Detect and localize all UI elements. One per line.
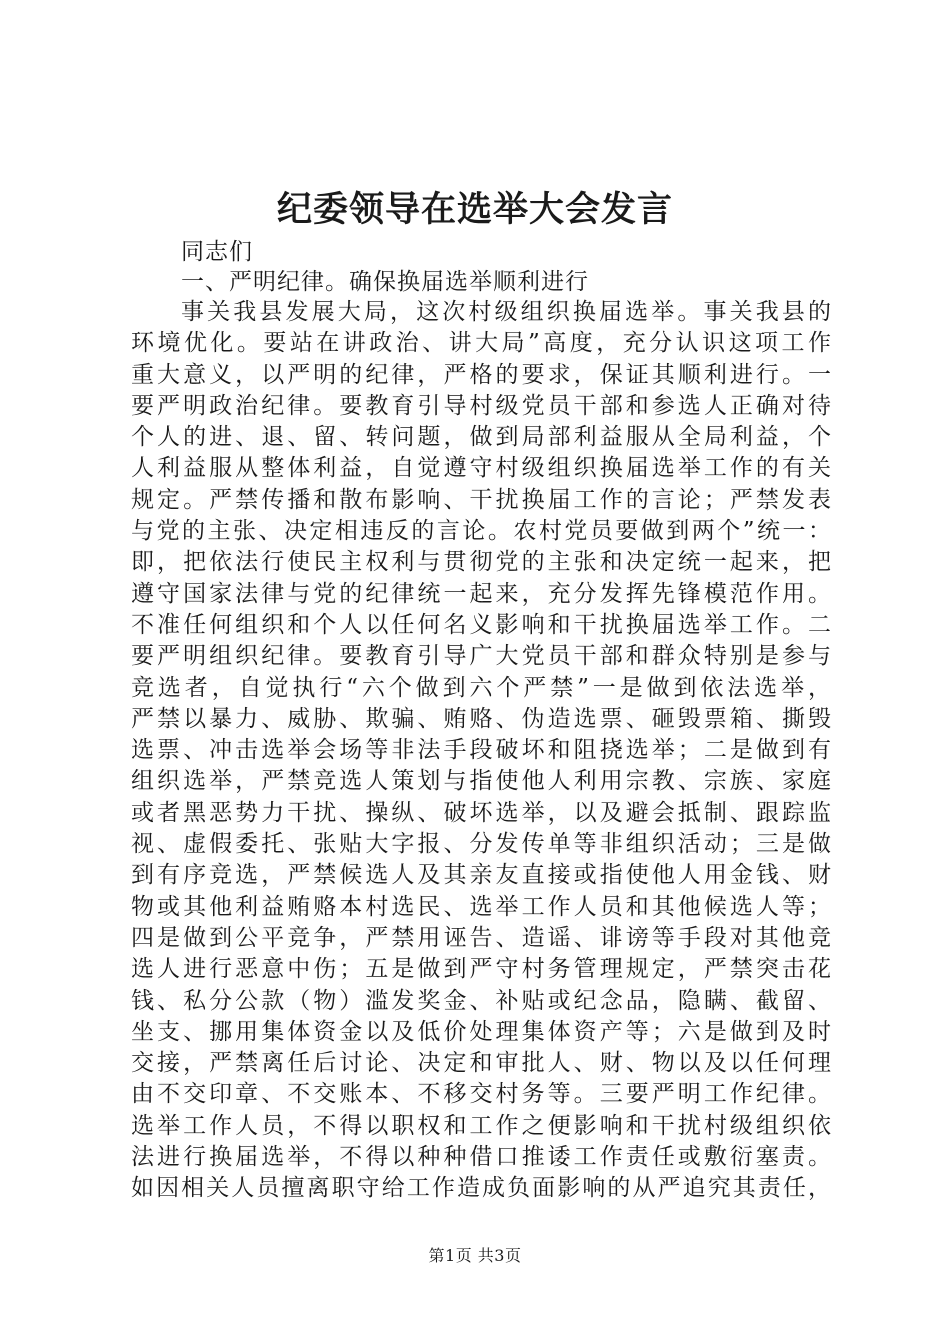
paragraph-line: 要严明政治纪律。要教育引导村级党员干部和参选人正确对待 — [131, 392, 831, 419]
paragraph-line: 到有序竞选，严禁候选人及其亲友直接或指使他人用金钱、财 — [131, 862, 831, 889]
greeting-text: 同志们 — [181, 239, 253, 265]
paragraph-line: 交接，严禁离任后讨论、决定和审批人、财、物以及以任何理 — [131, 1050, 831, 1077]
paragraph-line: 选举工作人员，不得以职权和工作之便影响和干扰村级组织依 — [131, 1112, 831, 1139]
paragraph-line: 不准任何组织和个人以任何名义影响和干扰换届选举工作。二 — [131, 611, 831, 638]
section-heading: 一、严明纪律。确保换届选举顺利进行 — [181, 269, 589, 295]
body-paragraph — [131, 297, 831, 1205]
paragraph-line: 重大意义，以严明的纪律，严格的要求，保证其顺利进行。一 — [131, 361, 831, 388]
paragraph-line: 坐支、挪用集体资金以及低价处理集体资产等；六是做到及时 — [131, 1018, 831, 1045]
paragraph-line: 选人进行恶意中伤；五是做到严守村务管理规定，严禁突击花 — [131, 956, 831, 983]
paragraph-line: 环境优化。要站在讲政治、讲大局”高度，充分认识这项工作 — [131, 330, 831, 357]
paragraph-line: 视、虚假委托、张贴大字报、分发传单等非组织活动；三是做 — [131, 831, 831, 858]
paragraph-line: 组织选举，严禁竞选人策划与指使他人利用宗教、宗族、家庭 — [131, 768, 831, 795]
paragraph-line: 要严明组织纪律。要教育引导广大党员干部和群众特别是参与 — [131, 643, 831, 670]
paragraph-line: 人利益服从整体利益，自觉遵守村级组织换届选举工作的有关 — [131, 455, 831, 482]
paragraph-line: 钱、私分公款（物）滥发奖金、补贴或纪念品，隐瞒、截留、 — [131, 987, 831, 1014]
page-footer: 第1页 共3页 — [428, 1246, 522, 1265]
paragraph-line: 竞选者，自觉执行“六个做到六个严禁”一是做到依法选举， — [131, 674, 831, 701]
paragraph-line: 法进行换届选举，不得以种种借口推诿工作责任或敷衍塞责。 — [131, 1144, 831, 1171]
paragraph-line: 即，把依法行使民主权利与贯彻党的主张和决定统一起来，把 — [131, 549, 831, 576]
paragraph-line: 选票、冲击选举会场等非法手段破坏和阻挠选举；二是做到有 — [131, 737, 831, 764]
paragraph-line: 物或其他利益贿赂本村选民、选举工作人员和其他候选人等； — [131, 893, 831, 920]
document-title: 纪委领导在选举大会发言 — [276, 189, 673, 230]
paragraph-line: 严禁以暴力、威胁、欺骗、贿赂、伪造选票、砸毁票箱、撕毁 — [131, 705, 831, 732]
paragraph-line: 与党的主张、决定相违反的言论。农村党员要做到两个”统一： — [131, 518, 831, 545]
paragraph-line: 个人的进、退、留、转问题，做到局部利益服从全局利益，个 — [131, 424, 831, 451]
paragraph-line: 或者黑恶势力干扰、操纵、破坏选举，以及避会抵制、跟踪监 — [131, 799, 831, 826]
paragraph-line: 四是做到公平竞争，严禁用诬告、造谣、诽谤等手段对其他竞 — [131, 924, 831, 951]
paragraph-line: 遵守国家法律与党的纪律统一起来，充分发挥先锋模范作用。 — [131, 580, 831, 607]
paragraph-line: 如因相关人员擅离职守给工作造成负面影响的从严追究其责任， — [131, 1175, 831, 1202]
paragraph-line: 规定。严禁传播和散布影响、干扰换届工作的言论；严禁发表 — [131, 486, 831, 513]
paragraph-line: 事关我县发展大局，这次村级组织换届选举。事关我县的 — [181, 299, 831, 325]
paragraph-line: 由不交印章、不交账本、不移交村务等。三要严明工作纪律。 — [131, 1081, 831, 1108]
